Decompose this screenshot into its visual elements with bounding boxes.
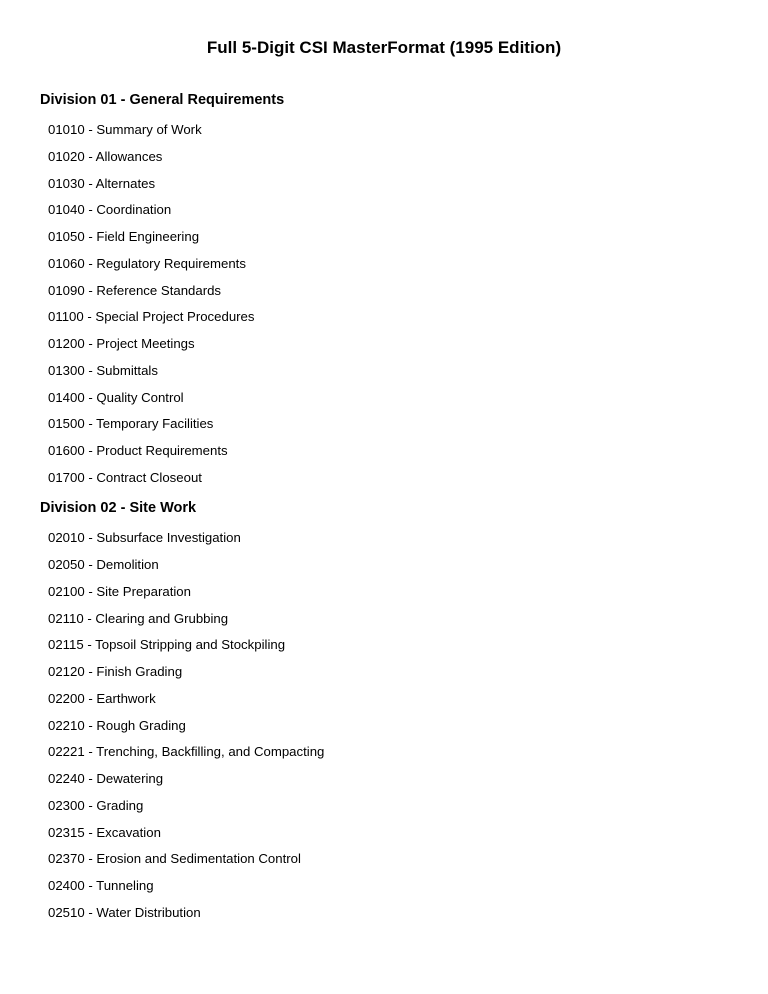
- list-item: 01010 - Summary of Work: [48, 122, 202, 137]
- list-item: 02010 - Subsurface Investigation: [48, 530, 241, 545]
- list-item: 02200 - Earthwork: [48, 691, 156, 706]
- page-title: Full 5-Digit CSI MasterFormat (1995 Edition): [206, 38, 562, 57]
- list-item: 02510 - Water Distribution: [48, 905, 201, 920]
- list-item: 02370 - Erosion and Sedimentation Control: [48, 851, 301, 866]
- list-item: 01400 - Quality Control: [48, 390, 184, 405]
- list-item: 02315 - Excavation: [48, 825, 161, 840]
- list-item: 02050 - Demolition: [48, 557, 159, 572]
- list-item: 01100 - Special Project Procedures: [48, 309, 255, 324]
- list-item: 01040 - Coordination: [48, 202, 172, 217]
- list-item: 01050 - Field Engineering: [48, 229, 200, 244]
- list-item: 02120 - Finish Grading: [48, 664, 183, 679]
- list-item: 02110 - Clearing and Grubbing: [48, 611, 229, 626]
- list-item: 02240 - Dewatering: [48, 771, 164, 786]
- list-item: 02221 - Trenching, Backfilling, and Compacting: [48, 744, 325, 759]
- division-heading: Division 01 - General Requirements: [40, 92, 285, 108]
- list-item: 01060 - Regulatory Requirements: [48, 256, 246, 271]
- list-item: 02100 - Site Preparation: [48, 584, 191, 599]
- list-item: 01020 - Allowances: [48, 149, 163, 164]
- list-item: 01090 - Reference Standards: [48, 283, 222, 298]
- list-item: 02400 - Tunneling: [48, 878, 154, 893]
- division-heading: Division 02 - Site Work: [40, 500, 197, 516]
- list-item: 01700 - Contract Closeout: [48, 470, 202, 485]
- list-item: 01200 - Project Meetings: [48, 336, 195, 351]
- list-item: 01600 - Product Requirements: [48, 443, 228, 458]
- list-item: 01300 - Submittals: [48, 363, 158, 378]
- list-item: 02115 - Topsoil Stripping and Stockpiling: [48, 637, 286, 652]
- list-item: 01500 - Temporary Facilities: [48, 416, 214, 431]
- list-item: 01030 - Alternates: [48, 176, 156, 191]
- list-item: 02210 - Rough Grading: [48, 718, 186, 733]
- list-item: 02300 - Grading: [48, 798, 144, 813]
